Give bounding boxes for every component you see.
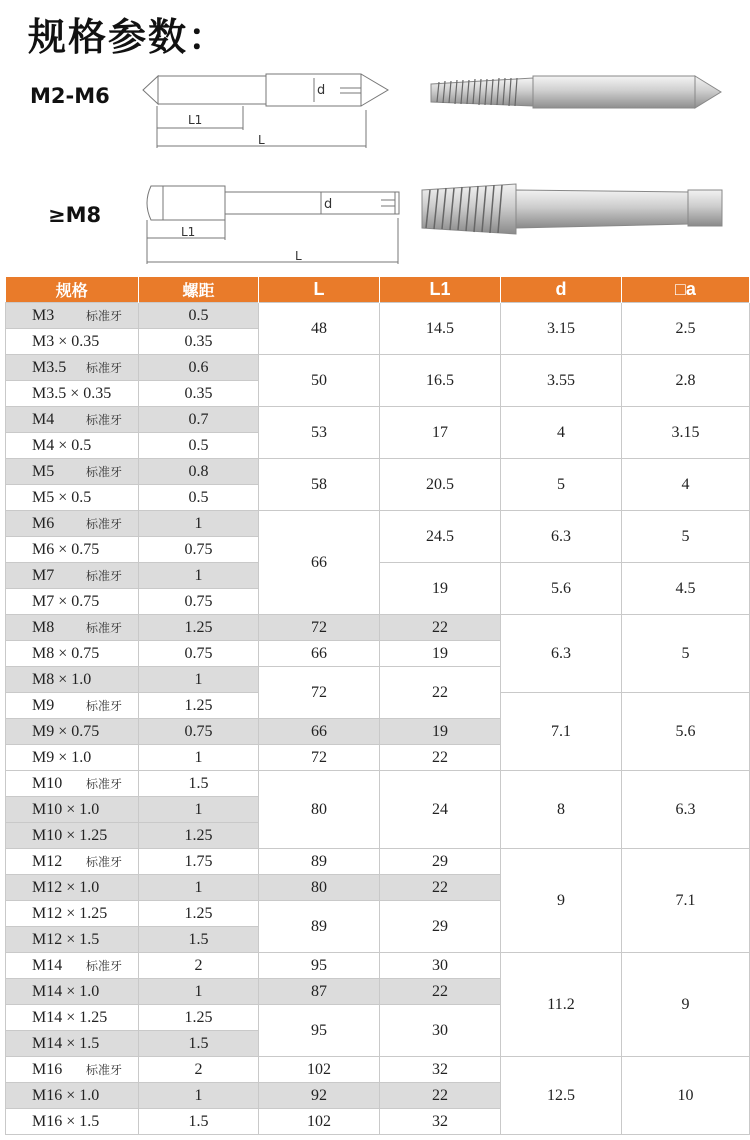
standard-thread-tag: 标准牙	[86, 517, 123, 531]
L-cell: 58	[259, 459, 380, 511]
d-cell: 5.6	[501, 563, 622, 615]
table-row	[6, 1057, 750, 1083]
L1-cell: 29	[380, 901, 501, 953]
spec-value: M3	[32, 306, 55, 324]
dim-label-L: L	[258, 133, 265, 147]
table-row	[6, 849, 750, 875]
standard-thread-tag: 标准牙	[86, 699, 123, 713]
spec-cell	[6, 563, 139, 589]
L-cell: 89	[259, 901, 380, 953]
dim-label-L-large: L	[295, 249, 302, 263]
spec-cell	[6, 771, 139, 797]
standard-thread-tag: 标准牙	[86, 465, 123, 479]
spec-cell	[6, 1083, 139, 1109]
square-a-cell: 5	[622, 511, 750, 563]
pitch-cell: 1	[139, 511, 259, 537]
square-a-cell: 2.8	[622, 355, 750, 407]
tap-diagram-large	[135, 178, 405, 270]
standard-thread-tag: 标准牙	[86, 1063, 123, 1077]
col-header-d: d	[501, 277, 622, 303]
tap-photo-large	[418, 178, 728, 248]
square-a-cell: 5	[622, 615, 750, 693]
table-row	[6, 459, 750, 485]
L-cell: 102	[259, 1057, 380, 1083]
spec-value: M5	[32, 462, 55, 480]
L-cell: 95	[259, 953, 380, 979]
standard-thread-tag: 标准牙	[86, 855, 123, 869]
d-cell: 7.1	[501, 693, 622, 771]
L1-cell: 22	[380, 615, 501, 641]
square-a-cell: 10	[622, 1057, 750, 1135]
pitch-cell: 1.25	[139, 823, 259, 849]
square-a-cell: 4.5	[622, 563, 750, 615]
square-a-cell: 9	[622, 953, 750, 1057]
standard-thread-tag: 标准牙	[86, 361, 123, 375]
pitch-cell: 0.75	[139, 719, 259, 745]
tap-diagram-small-tip	[143, 76, 158, 104]
square-a-cell: 7.1	[622, 849, 750, 953]
pitch-cell: 1.25	[139, 1005, 259, 1031]
pitch-cell: 1.5	[139, 927, 259, 953]
L1-cell: 22	[380, 875, 501, 901]
L-cell: 53	[259, 407, 380, 459]
spec-value: M14	[32, 956, 63, 974]
spec-table	[5, 277, 750, 1135]
pitch-cell: 0.35	[139, 381, 259, 407]
spec-value: M14 × 1.0	[32, 982, 100, 1000]
spec-value: M10	[32, 774, 63, 792]
L1-cell: 24.5	[380, 511, 501, 563]
pitch-cell: 0.75	[139, 537, 259, 563]
spec-value: M4 × 0.5	[32, 436, 92, 454]
col-header-pitch: 螺距	[139, 277, 259, 303]
pitch-cell: 1	[139, 979, 259, 1005]
L1-cell: 22	[380, 979, 501, 1005]
spec-cell	[6, 1057, 139, 1083]
L1-cell: 32	[380, 1057, 501, 1083]
spec-value: M6	[32, 514, 55, 532]
L1-cell: 19	[380, 563, 501, 615]
square-a-cell: 2.5	[622, 303, 750, 355]
col-header-L: L	[259, 277, 380, 303]
spec-value: M4	[32, 410, 55, 428]
spec-cell	[6, 693, 139, 719]
pitch-cell: 0.5	[139, 433, 259, 459]
L-cell: 72	[259, 615, 380, 641]
spec-cell	[6, 407, 139, 433]
L-cell: 102	[259, 1109, 380, 1135]
square-a-cell: 3.15	[622, 407, 750, 459]
L1-cell: 29	[380, 849, 501, 875]
L-cell: 50	[259, 355, 380, 407]
pitch-cell: 0.35	[139, 329, 259, 355]
tap-photo-small	[425, 66, 725, 122]
spec-value: M16	[32, 1060, 63, 1078]
spec-value: M12	[32, 852, 63, 870]
spec-cell	[6, 459, 139, 485]
spec-cell	[6, 927, 139, 953]
pitch-cell: 0.5	[139, 303, 259, 329]
pitch-cell: 0.75	[139, 589, 259, 615]
tap-diagram-small	[130, 66, 395, 156]
spec-cell	[6, 537, 139, 563]
table-row	[6, 615, 750, 641]
pitch-cell: 1	[139, 875, 259, 901]
L-cell: 66	[259, 511, 380, 615]
page-title: 规格参数：	[28, 15, 229, 59]
spec-value: M10 × 1.0	[32, 800, 100, 818]
table-row	[6, 407, 750, 433]
standard-thread-tag: 标准牙	[86, 413, 123, 427]
L1-cell: 24	[380, 771, 501, 849]
spec-cell	[6, 381, 139, 407]
L-cell: 48	[259, 303, 380, 355]
pitch-cell: 2	[139, 953, 259, 979]
spec-value: M7 × 0.75	[32, 592, 100, 610]
pitch-cell: 2	[139, 1057, 259, 1083]
L1-cell: 30	[380, 953, 501, 979]
d-cell: 6.3	[501, 615, 622, 693]
pitch-cell: 0.6	[139, 355, 259, 381]
spec-cell	[6, 511, 139, 537]
L-cell: 80	[259, 771, 380, 849]
pitch-cell: 1	[139, 1083, 259, 1109]
spec-cell	[6, 849, 139, 875]
pitch-cell: 1	[139, 563, 259, 589]
L-cell: 92	[259, 1083, 380, 1109]
spec-value: M3.5 × 0.35	[32, 384, 112, 402]
spec-cell	[6, 485, 139, 511]
spec-cell	[6, 641, 139, 667]
d-cell: 9	[501, 849, 622, 953]
table-header-row	[6, 277, 750, 303]
pitch-cell: 0.5	[139, 485, 259, 511]
spec-value: M12 × 1.5	[32, 930, 100, 948]
L1-cell: 19	[380, 719, 501, 745]
L-cell: 95	[259, 1005, 380, 1057]
L1-cell: 16.5	[380, 355, 501, 407]
col-header-spec: 规格	[6, 277, 139, 303]
spec-cell	[6, 433, 139, 459]
spec-value: M9 × 0.75	[32, 722, 100, 740]
standard-thread-tag: 标准牙	[86, 621, 123, 635]
pitch-cell: 1.5	[139, 771, 259, 797]
L-cell: 87	[259, 979, 380, 1005]
spec-value: M8 × 0.75	[32, 644, 100, 662]
spec-table-body	[6, 303, 750, 1135]
spec-value: M5 × 0.5	[32, 488, 92, 506]
spec-cell	[6, 1005, 139, 1031]
d-cell: 5	[501, 459, 622, 511]
section-label-small: M2-M6	[30, 84, 110, 108]
spec-cell	[6, 355, 139, 381]
square-a-cell: 6.3	[622, 771, 750, 849]
d-cell: 4	[501, 407, 622, 459]
spec-cell	[6, 589, 139, 615]
dim-label-L1: L1	[188, 113, 203, 127]
L1-cell: 14.5	[380, 303, 501, 355]
spec-value: M3 × 0.35	[32, 332, 100, 350]
spec-value: M10 × 1.25	[32, 826, 108, 844]
L1-cell: 22	[380, 667, 501, 719]
spec-cell	[6, 1109, 139, 1135]
d-cell: 8	[501, 771, 622, 849]
spec-cell	[6, 823, 139, 849]
dim-label-d-large: d	[324, 197, 333, 212]
spec-cell	[6, 979, 139, 1005]
spec-cell	[6, 303, 139, 329]
pitch-cell: 1.25	[139, 901, 259, 927]
table-row	[6, 355, 750, 381]
pitch-cell: 0.75	[139, 641, 259, 667]
L-cell: 89	[259, 849, 380, 875]
spec-value: M8 × 1.0	[32, 670, 92, 688]
d-cell: 3.55	[501, 355, 622, 407]
spec-cell	[6, 667, 139, 693]
L-cell: 66	[259, 719, 380, 745]
spec-value: M6 × 0.75	[32, 540, 100, 558]
standard-thread-tag: 标准牙	[86, 569, 123, 583]
L1-cell: 22	[380, 1083, 501, 1109]
pitch-cell: 1.25	[139, 693, 259, 719]
spec-value: M12 × 1.0	[32, 878, 100, 896]
square-a-cell: 5.6	[622, 693, 750, 771]
d-cell: 12.5	[501, 1057, 622, 1135]
L-cell: 72	[259, 667, 380, 719]
spec-cell	[6, 901, 139, 927]
pitch-cell: 1.5	[139, 1109, 259, 1135]
spec-cell	[6, 953, 139, 979]
L-cell: 72	[259, 745, 380, 771]
spec-cell	[6, 797, 139, 823]
standard-thread-tag: 标准牙	[86, 959, 123, 973]
pitch-cell: 1.25	[139, 615, 259, 641]
d-cell: 3.15	[501, 303, 622, 355]
pitch-cell: 0.8	[139, 459, 259, 485]
spec-value: M8	[32, 618, 55, 636]
col-header-a: □a	[622, 277, 750, 303]
L-cell: 80	[259, 875, 380, 901]
spec-cell	[6, 329, 139, 355]
dim-label-d: d	[317, 83, 326, 98]
standard-thread-tag: 标准牙	[86, 309, 123, 323]
standard-thread-tag: 标准牙	[86, 777, 123, 791]
pitch-cell: 1	[139, 797, 259, 823]
table-row	[6, 771, 750, 797]
spec-value: M12 × 1.25	[32, 904, 108, 922]
spec-value: M16 × 1.5	[32, 1112, 100, 1130]
L-cell: 66	[259, 641, 380, 667]
table-row	[6, 303, 750, 329]
spec-value: M16 × 1.0	[32, 1086, 100, 1104]
pitch-cell: 1.75	[139, 849, 259, 875]
d-cell: 11.2	[501, 953, 622, 1057]
col-header-L1: L1	[380, 277, 501, 303]
spec-value: M3.5	[32, 358, 67, 376]
L1-cell: 22	[380, 745, 501, 771]
spec-cell	[6, 1031, 139, 1057]
L1-cell: 20.5	[380, 459, 501, 511]
spec-value: M14 × 1.5	[32, 1034, 100, 1052]
spec-cell	[6, 745, 139, 771]
L1-cell: 17	[380, 407, 501, 459]
pitch-cell: 0.7	[139, 407, 259, 433]
spec-value: M14 × 1.25	[32, 1008, 108, 1026]
table-row	[6, 511, 750, 537]
spec-value: M7	[32, 566, 55, 584]
pitch-cell: 1	[139, 667, 259, 693]
spec-cell	[6, 875, 139, 901]
L1-cell: 32	[380, 1109, 501, 1135]
pitch-cell: 1	[139, 745, 259, 771]
spec-value: M9 × 1.0	[32, 748, 92, 766]
spec-cell	[6, 615, 139, 641]
table-row	[6, 953, 750, 979]
section-label-large: ≥M8	[48, 203, 102, 227]
L1-cell: 30	[380, 1005, 501, 1057]
square-a-cell: 4	[622, 459, 750, 511]
spec-value: M9	[32, 696, 55, 714]
d-cell: 6.3	[501, 511, 622, 563]
dim-label-L1-large: L1	[181, 225, 196, 239]
pitch-cell: 1.5	[139, 1031, 259, 1057]
L1-cell: 19	[380, 641, 501, 667]
spec-cell	[6, 719, 139, 745]
